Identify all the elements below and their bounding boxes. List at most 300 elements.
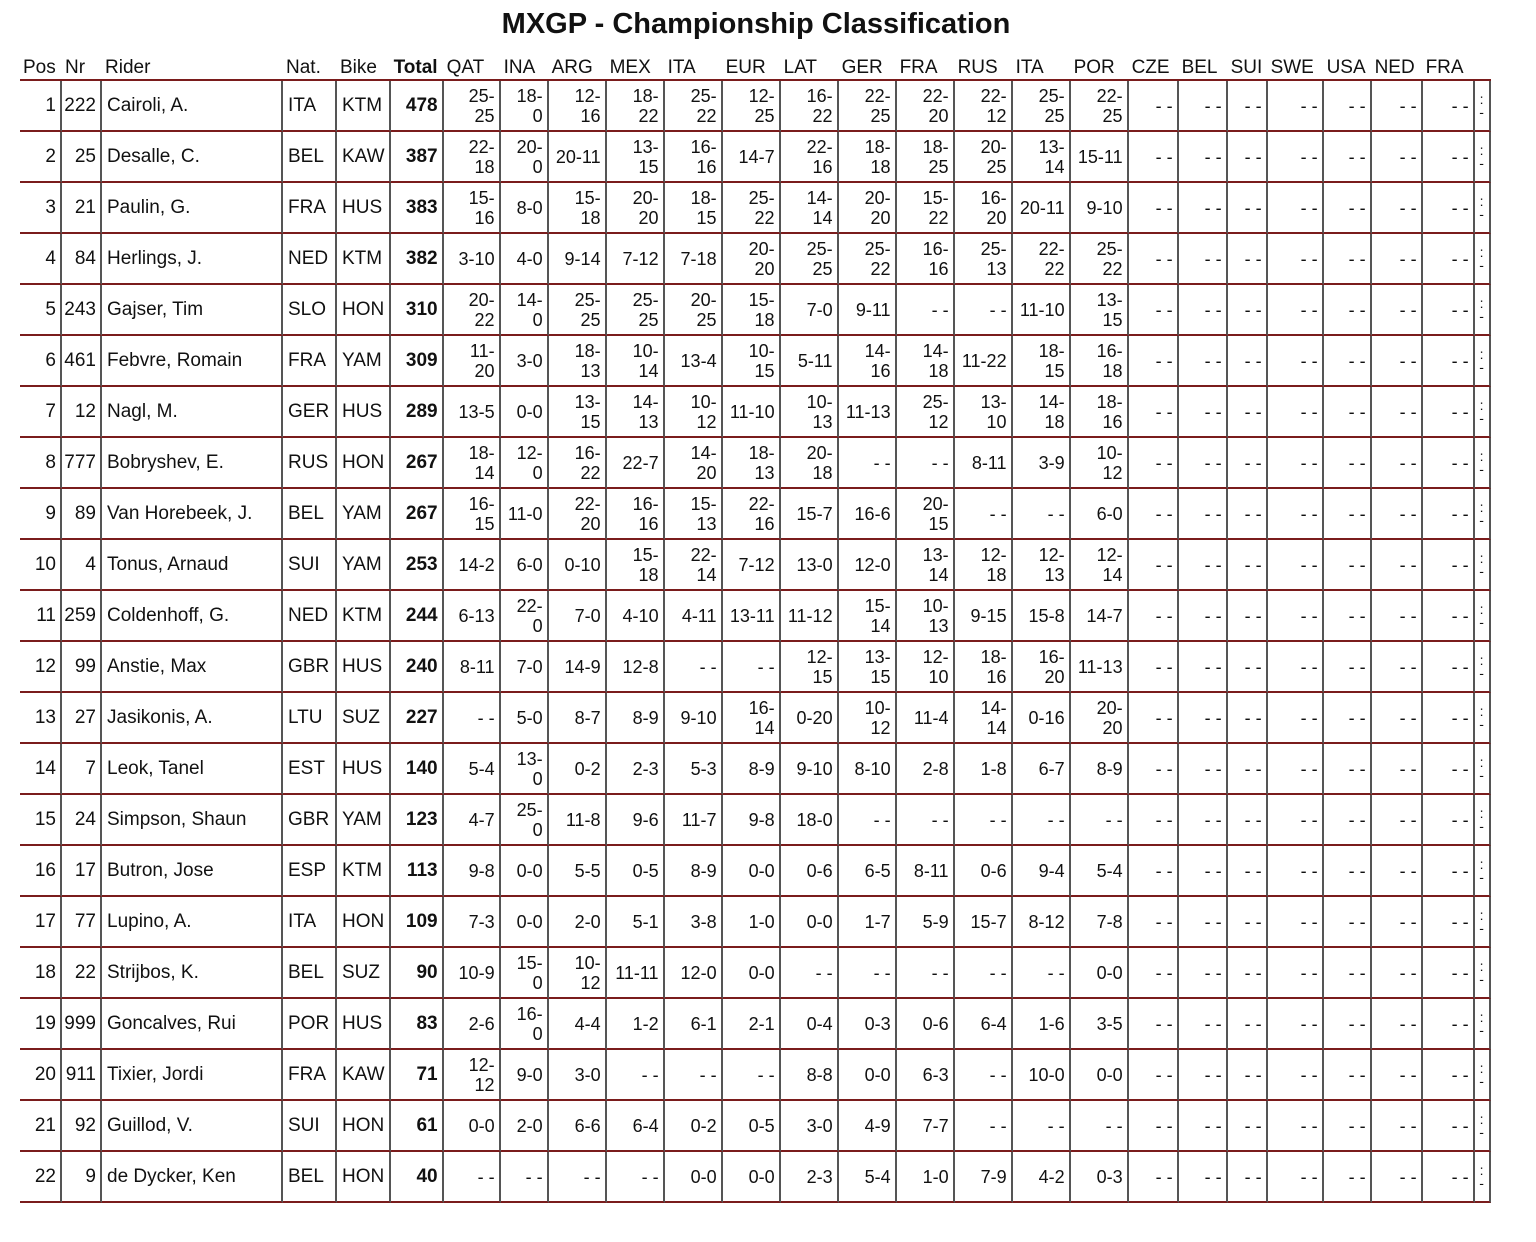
race-result-value: 3-5 [1096,1013,1123,1034]
race-result-value: - - [1451,248,1469,269]
race-result-cell [839,795,897,846]
race-result-cell [781,285,839,336]
race-result-cell [723,795,781,846]
race-result-value: 13-4 [680,350,717,371]
race-result-value: 20 [754,258,775,279]
truncated-column-edge [1475,81,1491,132]
race-result-value: - - [1300,95,1318,116]
column-header: GER [839,52,897,81]
race-result-cell [1071,1050,1129,1101]
race-result-cell [1129,81,1179,132]
bike-cell: YAM [337,540,391,591]
race-result-cell [1372,744,1423,795]
rider-number-cell: 911 [62,1050,102,1101]
race-result-cell [444,336,501,387]
edge-mark: - [1479,715,1484,732]
race-result-value: 14- [516,289,543,310]
total-points-cell: 289 [391,387,444,438]
race-result-cell [549,693,607,744]
race-result-cell [839,183,897,234]
race-result-cell [1129,846,1179,897]
race-result-value: - - [1399,350,1417,371]
race-result-cell [665,489,723,540]
race-result-value: 13- [632,136,659,157]
race-result-value: - - [1348,503,1366,524]
race-result-cell [501,591,549,642]
race-result-cell [897,489,955,540]
race-result-cell [607,1101,665,1152]
race-result-value: 20- [980,136,1007,157]
race-result-cell [897,693,955,744]
total-points-cell: 123 [391,795,444,846]
total-points-cell: 83 [391,999,444,1050]
race-result-cell [955,183,1013,234]
race-result-value: 0-0 [748,962,775,983]
race-result-cell [1071,81,1129,132]
race-result-cell [1423,540,1475,591]
race-result-cell [1071,591,1129,642]
edge-mark: : [1479,498,1484,515]
race-result-cell [1228,1152,1268,1203]
rider-number-cell: 243 [62,285,102,336]
race-result-cell [1179,438,1228,489]
nationality-cell: GBR [283,642,337,693]
race-result-cell [1268,81,1324,132]
edge-mark: - [1479,154,1484,171]
race-result-value: 10- [574,952,601,973]
race-result-value: - - [931,962,949,983]
race-result-value: 12 [580,972,601,993]
race-result-cell [839,81,897,132]
rider-number-cell: 92 [62,1101,102,1152]
race-result-cell [723,81,781,132]
race-result-cell [549,234,607,285]
race-result-value: - - [1300,248,1318,269]
edge-mark: - [1479,1072,1484,1089]
race-result-value: 15 [638,156,659,177]
race-result-value: - - [1451,758,1469,779]
race-result-value: 20 [928,105,949,126]
race-result-cell [955,234,1013,285]
race-result-value: - - [1451,605,1469,626]
race-result-cell [607,336,665,387]
race-result-value: 22- [574,493,601,514]
race-result-value: 3-9 [1038,452,1065,473]
race-result-cell [1423,744,1475,795]
bike-cell: KTM [337,591,391,642]
race-result-cell [1071,438,1129,489]
rider-number-cell: 99 [62,642,102,693]
race-result-cell [1129,591,1179,642]
edge-mark: - [1479,613,1484,630]
edge-mark: : [1479,192,1484,209]
race-result-value: - - [1300,656,1318,677]
race-result-value: - - [1451,146,1469,167]
column-header: Nat. [283,52,337,81]
race-result-cell [955,489,1013,540]
race-result-cell [1013,438,1071,489]
total-points-cell: 71 [391,1050,444,1101]
race-result-cell [1013,693,1071,744]
race-result-cell [1324,81,1372,132]
column-header: BEL [1179,52,1228,81]
race-result-value: 18 [638,564,659,585]
race-result-value: 18- [516,85,543,106]
race-result-cell [549,285,607,336]
race-result-value: 16-6 [854,503,891,524]
race-result-value: 14- [632,391,659,412]
race-result-cell [955,438,1013,489]
race-result-cell [1324,897,1372,948]
column-header: LAT [781,52,839,81]
race-result-cell [1324,234,1372,285]
race-result-value: 13 [754,462,775,483]
race-result-value: - - [1348,758,1366,779]
race-result-value: - - [1244,503,1262,524]
edge-mark: - [1479,919,1484,936]
race-result-cell [1179,795,1228,846]
race-result-value: 16- [1096,340,1123,361]
race-result-value: - - [1155,350,1173,371]
race-result-value: 16 [812,156,833,177]
race-result-cell [723,948,781,999]
race-result-cell [501,489,549,540]
race-result-cell [723,1152,781,1203]
race-result-value: 2-3 [806,1166,833,1187]
race-result-value: 10-0 [1028,1064,1065,1085]
race-result-value: 20 [870,207,891,228]
race-result-value: 8-11 [459,656,495,677]
race-result-cell [1129,744,1179,795]
race-result-cell [1423,81,1475,132]
race-result-cell [897,234,955,285]
race-result-value: 20- [864,187,891,208]
race-result-value: 25- [574,289,601,310]
race-result-cell [549,81,607,132]
truncated-column-edge [1475,693,1491,744]
table-row [20,1101,1491,1152]
race-result-value: 0-2 [574,758,601,779]
truncated-column-edge [1475,183,1491,234]
race-result-value: - - [1204,860,1222,881]
rider-name-cell: Cairoli, A. [102,81,283,132]
race-result-value: - - [815,962,833,983]
race-result-value: 25- [516,799,543,820]
race-result-cell [723,897,781,948]
rider-number-cell: 12 [62,387,102,438]
race-result-value: - - [1244,452,1262,473]
race-result-cell [549,489,607,540]
race-result-cell [723,591,781,642]
race-result-value: 16- [922,238,949,259]
race-result-value: 15 [812,666,833,687]
race-result-cell [1324,744,1372,795]
race-result-cell [1423,132,1475,183]
rider-number-cell: 89 [62,489,102,540]
race-result-value: 18- [690,187,717,208]
race-result-value: 12- [748,85,775,106]
bike-cell: KTM [337,234,391,285]
race-result-cell [1013,642,1071,693]
bike-cell: HUS [337,183,391,234]
race-result-value: 0-3 [864,1013,891,1034]
race-result-cell [839,591,897,642]
race-result-value: - - [1399,401,1417,422]
race-result-cell [955,1101,1013,1152]
race-result-cell [897,948,955,999]
race-result-cell [1324,540,1372,591]
nationality-cell: SLO [283,285,337,336]
race-result-value: 15 [754,360,775,381]
edge-mark: : [1479,345,1484,362]
race-result-cell [781,999,839,1050]
race-result-cell [1423,795,1475,846]
race-result-cell [1013,948,1071,999]
race-result-cell [444,846,501,897]
race-result-cell [501,438,549,489]
race-result-cell [1071,1152,1129,1203]
edge-mark: : [1479,651,1484,668]
race-result-value: - - [641,1064,659,1085]
race-result-cell [501,795,549,846]
race-result-cell [665,234,723,285]
edge-mark: : [1479,600,1484,617]
race-result-cell [897,897,955,948]
race-result-value: - - [1399,299,1417,320]
race-result-value: 22 [812,105,833,126]
race-result-cell [781,897,839,948]
race-result-value: - - [931,299,949,320]
race-result-cell [723,744,781,795]
race-result-cell [1324,948,1372,999]
total-points-cell: 40 [391,1152,444,1203]
race-result-cell [1179,591,1228,642]
race-result-cell [897,285,955,336]
race-result-value: 20- [1096,697,1123,718]
race-result-value: 0 [532,819,543,840]
race-result-cell [607,897,665,948]
race-result-value: - - [1204,452,1222,473]
race-result-cell [955,540,1013,591]
bike-cell: HON [337,1101,391,1152]
race-result-value: - - [1105,1115,1123,1136]
race-result-value: - - [1244,656,1262,677]
bike-cell: KAW [337,132,391,183]
race-result-cell [781,438,839,489]
race-result-value: 20 [986,207,1007,228]
race-result-cell [1071,846,1129,897]
race-result-cell [549,846,607,897]
race-result-cell [501,234,549,285]
race-result-value: 20 [1102,717,1123,738]
race-result-value: 9-6 [632,809,659,830]
race-result-value: - - [583,1166,601,1187]
race-result-cell [607,489,665,540]
race-result-cell [1423,642,1475,693]
race-result-value: - - [1244,962,1262,983]
race-result-cell [549,336,607,387]
race-result-value: 0 [532,309,543,330]
race-result-cell [444,234,501,285]
rider-name-cell: Strijbos, K. [102,948,283,999]
race-result-value: 0-4 [806,1013,833,1034]
total-points-cell: 267 [391,438,444,489]
race-result-value: 14 [1044,156,1065,177]
race-result-cell [1324,1152,1372,1203]
race-result-value: 8-11 [971,452,1007,473]
race-result-value: 16- [516,1003,543,1024]
race-result-cell [665,336,723,387]
race-result-value: - - [1348,1064,1366,1085]
race-result-cell [839,336,897,387]
race-result-value: 13 [986,258,1007,279]
edge-mark: : [1479,957,1484,974]
race-result-cell [723,693,781,744]
race-result-value: 14- [806,187,833,208]
race-result-cell [1179,285,1228,336]
rider-number-cell: 22 [62,948,102,999]
race-result-value: 20 [580,513,601,534]
edge-mark: : [1479,702,1484,719]
edge-mark: - [1479,1174,1484,1191]
race-result-value: 7-0 [516,656,543,677]
race-result-value: 4-11 [681,605,717,626]
race-result-cell [955,1050,1013,1101]
table-row [20,999,1491,1050]
column-header: Total [391,52,444,81]
race-result-value: 25 [696,309,717,330]
race-result-value: 12- [574,85,601,106]
race-result-value: - - [1155,1166,1173,1187]
edge-mark: : [1479,447,1484,464]
total-points-cell: 227 [391,693,444,744]
bike-cell: HON [337,438,391,489]
race-result-value: 6-4 [632,1115,659,1136]
race-result-cell [1423,948,1475,999]
edge-mark: - [1479,766,1484,783]
race-result-value: 22 [474,309,495,330]
race-result-value: 1-0 [748,911,775,932]
race-result-value: 0-0 [516,860,543,881]
race-result-cell [955,795,1013,846]
race-result-cell [1423,234,1475,285]
race-result-cell [781,948,839,999]
race-result-value: 0-3 [1096,1166,1123,1187]
race-result-cell [955,81,1013,132]
race-result-cell [955,846,1013,897]
rider-name-cell: Van Horebeek, J. [102,489,283,540]
race-result-cell [1268,438,1324,489]
race-result-value: 16 [754,513,775,534]
truncated-column-edge [1475,642,1491,693]
race-result-cell [501,744,549,795]
race-result-value: 3-0 [806,1115,833,1136]
position-cell: 3 [20,183,62,234]
race-result-value: 14-7 [738,146,775,167]
race-result-value: - - [1300,299,1318,320]
race-result-cell [549,183,607,234]
race-result-cell [781,1152,839,1203]
race-result-cell [1179,387,1228,438]
column-header: SWE [1268,52,1324,81]
rider-number-cell: 777 [62,438,102,489]
race-result-cell [1268,642,1324,693]
race-result-cell [1129,183,1179,234]
total-points-cell: 140 [391,744,444,795]
race-result-cell [897,336,955,387]
position-cell: 17 [20,897,62,948]
edge-mark: - [1479,460,1484,477]
race-result-value: 12- [806,646,833,667]
race-result-cell [1129,999,1179,1050]
bike-cell: SUZ [337,693,391,744]
race-result-value: 0 [532,972,543,993]
rider-name-cell: Herlings, J. [102,234,283,285]
race-result-cell [1179,132,1228,183]
race-result-value: 18- [574,340,601,361]
race-result-cell [1228,234,1268,285]
race-result-value: - - [1348,95,1366,116]
race-result-value: 25- [864,238,891,259]
rider-name-cell: Jasikonis, A. [102,693,283,744]
race-result-value: - - [1155,707,1173,728]
race-result-cell [444,795,501,846]
race-result-value: - - [1204,146,1222,167]
race-result-cell [1013,795,1071,846]
race-result-value: - - [1451,911,1469,932]
race-result-value: - - [525,1166,543,1187]
race-result-value: - - [1348,350,1366,371]
table-row [20,336,1491,387]
race-result-cell [897,642,955,693]
race-result-cell [1423,1101,1475,1152]
race-result-value: - - [1348,197,1366,218]
race-result-cell [549,744,607,795]
nationality-cell: BEL [283,489,337,540]
race-result-cell [1228,489,1268,540]
race-result-value: - - [1348,1013,1366,1034]
table-row [20,948,1491,999]
race-result-value: - - [1105,809,1123,830]
race-result-value: - - [1204,605,1222,626]
truncated-column-edge [1475,540,1491,591]
race-result-cell [444,81,501,132]
header-row [20,52,1491,81]
table-row [20,1152,1491,1203]
race-result-value: - - [1244,95,1262,116]
race-result-value: - - [1244,860,1262,881]
truncated-column-edge [1475,795,1491,846]
race-result-value: 15 [928,513,949,534]
race-result-value: - - [1451,809,1469,830]
column-header-edge [1475,52,1491,81]
race-result-value: - - [1348,962,1366,983]
truncated-column-edge [1475,285,1491,336]
race-result-cell [1179,489,1228,540]
race-result-cell [1268,744,1324,795]
race-result-value: 8-9 [1096,758,1123,779]
race-result-cell [955,591,1013,642]
race-result-value: - - [1155,452,1173,473]
race-result-value: 9-4 [1038,860,1065,881]
race-result-cell [501,81,549,132]
race-result-cell [839,540,897,591]
race-result-cell [665,1152,723,1203]
bike-cell: KAW [337,1050,391,1101]
race-result-value: 12- [516,442,543,463]
race-result-cell [1324,132,1372,183]
race-result-cell [839,234,897,285]
